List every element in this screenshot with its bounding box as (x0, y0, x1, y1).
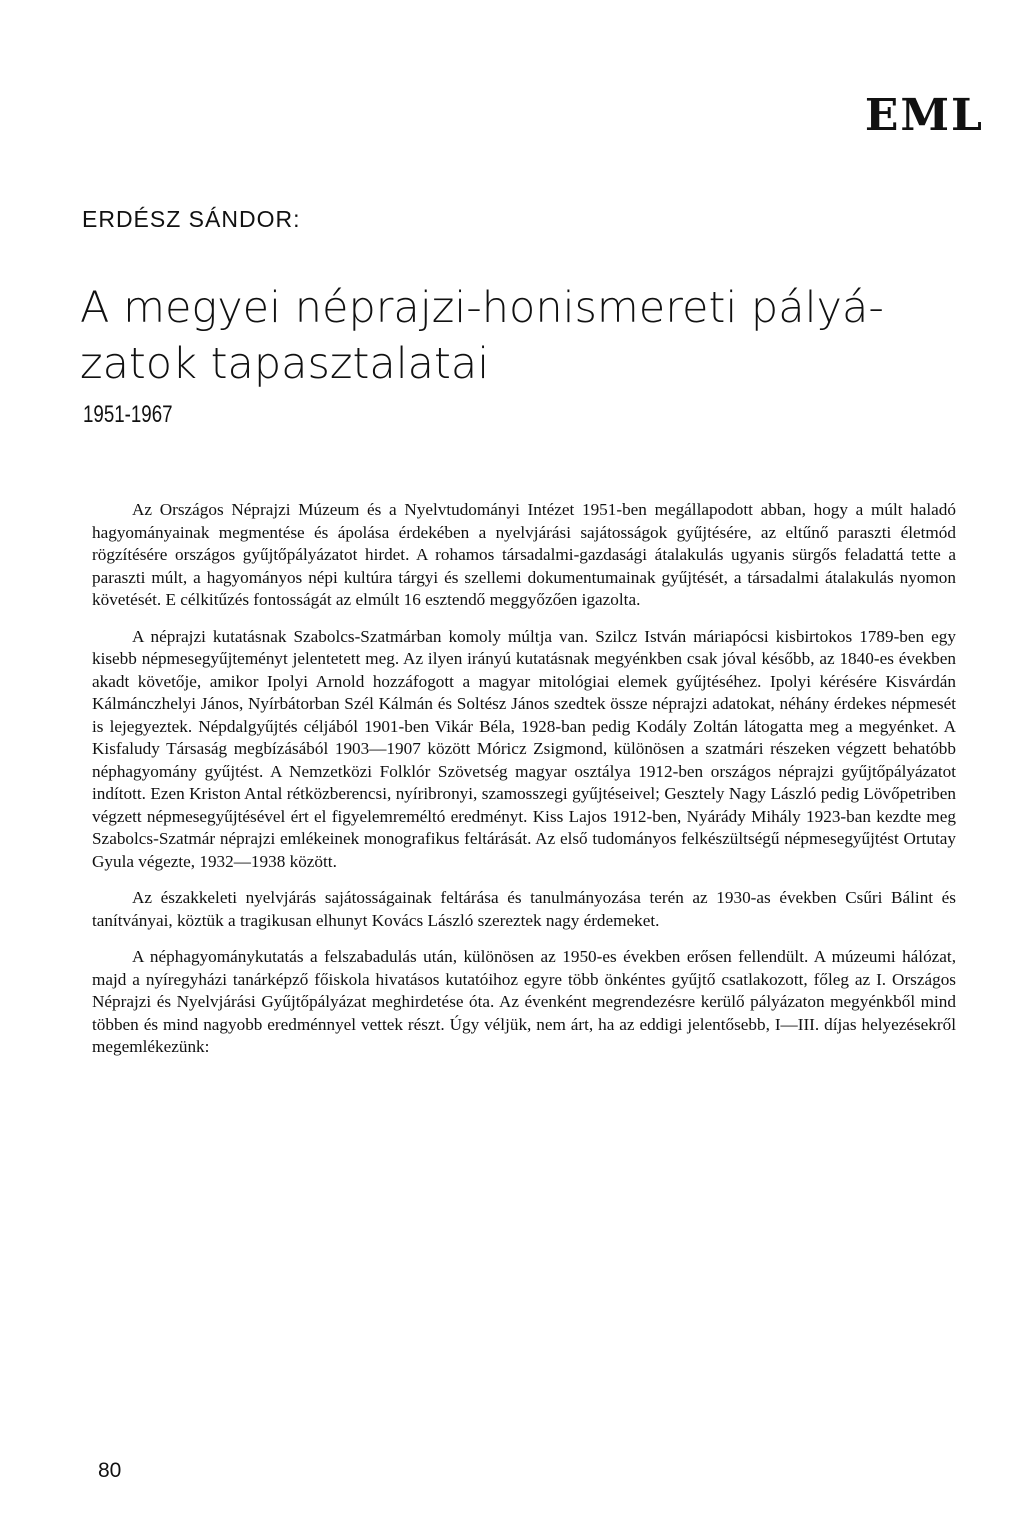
article-title (80, 280, 960, 392)
title-line-1: A megyei néprajzi-honismereti pályá- (80, 283, 884, 333)
article-body (92, 499, 956, 1073)
running-head: EML (864, 90, 984, 141)
paragraph: Az északkeleti nyelvjárás sajátosságainak feltárása és tanulmányozása terén az 1930-as években Csűri Bálint és tanítványai, köztük a tragikusan elhunyt Kovács László szereztek nagy érdemeket. (92, 888, 956, 930)
author-name: ERDÉSZ SÁNDOR: (82, 206, 301, 232)
paragraph: A néprajzi kutatásnak Szabolcs-Szatmárban komoly múltja van. Szilcz István máriapócsi kisbirtokos 1789-ben egy kisebb népmesegyűjteményt jelentetett meg. Az ilyen irányú kutatásnak megyénkben csak jóval később, az 1840-es években akadt követője, amikor Ipolyi Arnold hozzáfogott a magyar mitológiai elemek gyűjtéséhez. Ipolyi kérésére Kisvárdán Kálmánczhelyi János, Nyírbátorban Szél Kálmán és Soltész János szedtek össze néprajzi adatokat, néhány érdekes népmesét is lejegyeztek. Népdalgyűjtés céljából 1901-ben Vikár Béla, 1928-ban pedig Kodály Zoltán látogatta meg a megyénket. A Kisfaludy Társaság megbízásából 1903—1907 között Móricz Zsigmond, különösen a szatmári részeken végzett behatóbb néphagyomány gyűjtést. A Nemzetközi Folklór Szövetség magyar osztálya 1912-ben országos néprajzi gyűjtőpályázatot indított. Ezen Kriston Antal rétközberencsi, nyíribronyi, szamosszegi gyűjtéseivel; Gesztely Nagy László pedig Lövőpetriben végzett népmesegyűjtésével ért el figyelemreméltó eredményt. Kiss Lajos 1912-ben, Nyárády Mihály 1923-ban kezdte meg Szabolcs-Szatmár néprajzi emlékeinek monografikus feltárását. Az első tudományos felkészültségű népmesegyűjtést Ortutay Gyula végezte, 1932—1938 között. (92, 626, 956, 871)
year-range: 1951-1967 (83, 401, 173, 428)
paragraph: Az Országos Néprajzi Múzeum és a Nyelvtudományi Intézet 1951-ben megállapodott abban, hogy a múlt haladó hagyományainak megmentése és ápolása érdekében a nyelvjárási sajátosságok gyűjtésére, az eltűnő paraszti életmód rögzítésére országos gyűjtőpályázatot hirdet. A rohamos társadalmi-gazdasági átalakulás ugyanis sürgős feladattá tette a paraszti múlt, a hagyományos népi kultúra tárgyi és szellemi dokumentumainak gyűjtését, a társadalmi átalakulás nyomon követését. E célkitűzés fontosságát az elmúlt 16 esztendő meggyőzően igazolta. (92, 500, 956, 609)
title-line-2: zatok tapasztalatai (80, 339, 490, 389)
paragraph: A néphagyománykutatás a felszabadulás után, különösen az 1950-es években erősen fellendült. A múzeumi hálózat, majd a nyíregyházi tanárképző főiskola hivatásos kutatóihoz egyre több önkéntes gyűjtő csatlakozott, főleg az I. Országos Néprajzi és Nyelvjárási Gyűjtőpályázat meghirdetése óta. Az évenként megrendezésre kerülő pályázaton megyénkből mind többen és mind nagyobb eredménnyel vettek részt. Úgy véljük, nem árt, ha az eddigi jelentősebb, I—III. díjas helyezésekről megemlékezünk: (92, 947, 956, 1056)
page-number: 80 (98, 1459, 122, 1482)
